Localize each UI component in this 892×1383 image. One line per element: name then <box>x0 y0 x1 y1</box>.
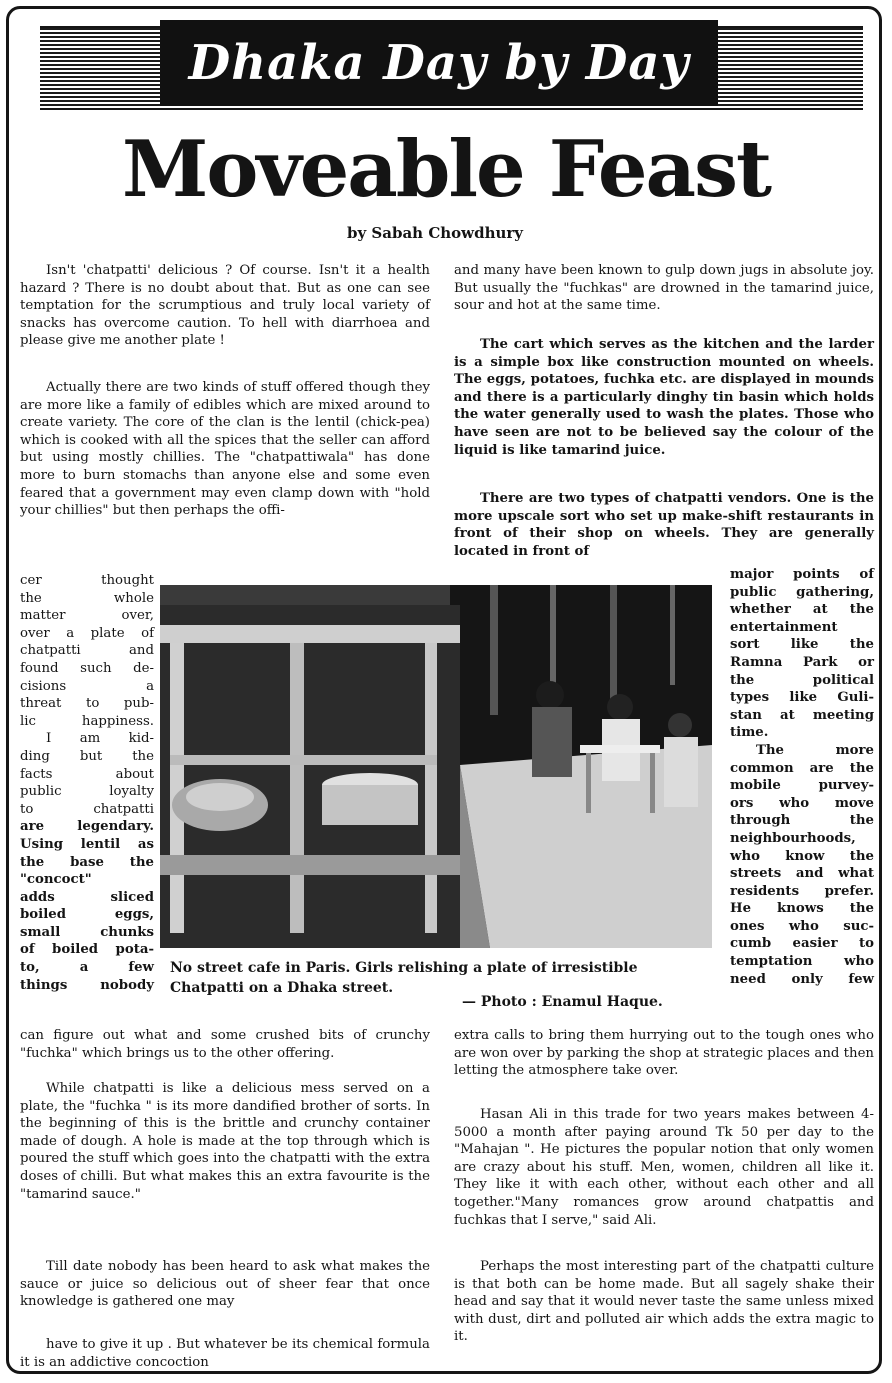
wrapped-text-line: boiled eggs, <box>20 907 154 923</box>
wrapped-text-line: are legendary. <box>20 819 154 835</box>
wrapped-text-line: threat to pub- <box>20 696 154 712</box>
wrapped-text-line: temptation who <box>730 954 874 970</box>
byline: by Sabah Chowdhury <box>347 224 523 242</box>
wrapped-text-line: mobile purvey- <box>730 778 874 794</box>
wrapped-text-line: found such de- <box>20 660 154 676</box>
kicker-title: Dhaka Day by Day <box>188 35 690 91</box>
wrapped-text-line: He knows the <box>730 901 874 917</box>
wrapped-text-line: "concoct" <box>20 872 92 888</box>
wrapped-text-line: types like Guli- <box>730 690 874 706</box>
left-para-1: Isn't 'chatpatti' delicious ? Of course. Isn't it a health hazard ? There is no doubt about that. But as one can see temptation for the scrumptious and truly local variety of snacks has overcome caution. To hell with diarrhoea and please give me another plate ! <box>20 263 430 349</box>
wrapped-text-line: residents prefer. <box>730 883 874 899</box>
photo-illustration <box>160 585 712 948</box>
wrapped-text-line: streets and what <box>730 866 874 882</box>
left-para-3: can figure out what and some crushed bits of crunchy "fuchka" which brings us to the other offering. <box>20 1028 430 1061</box>
right-para-3: There are two types of chatpatti vendors. One is the more upscale sort who set up make-shift restaurants in front of their shop on wheels. They are generally located in front of <box>454 491 874 559</box>
wrapped-text-line: I am kid- <box>46 731 154 747</box>
wrapped-text-line: neighbourhoods, <box>730 830 856 846</box>
wrapped-text-line: The more <box>756 742 874 758</box>
kicker-box <box>160 20 718 106</box>
wrapped-text-line: stan at meeting <box>730 707 874 723</box>
left-para-5: Till date nobody has been heard to ask what makes the sauce or juice so delicious out of sheer fear that once knowledge is gathered one may <box>20 1259 430 1310</box>
wrapped-text-line: cumb easier to <box>730 936 874 952</box>
left-para-6: have to give it up . But whatever be its chemical formula it is an addictive concoction <box>20 1337 430 1370</box>
wrapped-text-line: major points of <box>730 567 874 582</box>
wrapped-text-line: the whole <box>20 590 154 606</box>
wrapped-text-line: entertainment <box>730 619 838 635</box>
photo-credit: — Photo : Enamul Haque. <box>462 994 663 1010</box>
wrapped-text-line: of boiled pota- <box>20 942 154 958</box>
wrapped-text-line: the base the <box>20 854 154 870</box>
wrapped-text-line: over a plate of <box>20 625 154 641</box>
wrapped-text-line: small chunks <box>20 924 154 940</box>
wrapped-text-line: who know the <box>730 848 874 864</box>
wrapped-text-line: things nobody <box>20 977 154 993</box>
wrapped-text-line: cisions a <box>20 678 154 694</box>
wrapped-text-line: facts about <box>20 766 154 782</box>
photo-caption: No street cafe in Paris. Girls relishing a plate of irresistible Chatpatti on a Dhaka street. <box>170 960 638 996</box>
left-para-2: Actually there are two kinds of stuff offered though they are more like a family of edibles which are mixed around to create variety. The core of the clan is the lentil (chick-pea) which is cooked with all the spices that the seller can afford but using mostly chillies. The "chatpattiwala" has done more to burn stomachs than anyone else and some even feared that a government may even clamp down with "hold your chillies" but then perhaps the offi- <box>20 380 430 519</box>
wrapped-text-line: public loyalty <box>20 784 154 800</box>
left-wrap-column <box>20 572 154 994</box>
wrapped-text-line: sort like the <box>730 637 874 653</box>
wrapped-text-line: chatpatti and <box>20 643 154 659</box>
right-para-6: Perhaps the most interesting part of the chatpatti culture is that both can be home made. But all sagely shake their head and say that it would never taste the same unless mixed with dust, dirt and polluted air which adds the extra magic to it. <box>454 1259 874 1345</box>
wrapped-text-line: public gathering, <box>730 584 874 600</box>
right-para-5: Hasan Ali in this trade for two years makes between 4-5000 a month after paying around Tk 50 per day to the "Mahajan ". He pictures the popular notion that only women are crazy about his stuff. Men, women, children all like it. They like it with each other, without each other and all together."Many romances grow around chatpattis and fuchkas that I serve," said Ali. <box>454 1107 874 1228</box>
wrapped-text-line: time. <box>730 725 769 741</box>
wrapped-text-line: Using lentil as <box>20 836 154 852</box>
wrapped-text-line: Ramna Park or <box>730 654 874 670</box>
wrapped-text-line: lic happiness. <box>20 713 154 729</box>
headline: Moveable Feast <box>121 124 771 215</box>
right-para-4: extra calls to bring them hurrying out to the tough ones who are won over by parking the shop at strategic places and then letting the atmosphere take over. <box>454 1028 874 1079</box>
wrapped-text-line: matter over, <box>20 608 154 624</box>
wrapped-text-line: to, a few <box>20 960 154 976</box>
news-photo <box>160 585 712 948</box>
wrapped-text-line: whether at the <box>730 602 874 618</box>
wrapped-text-line: to chatpatti <box>20 801 154 817</box>
wrapped-text-line: adds sliced <box>20 889 154 905</box>
right-para-2: The cart which serves as the kitchen and the larder is a simple box like construction mounted on wheels. The eggs, potatoes, fuchka etc. are displayed in mounds and there is a particularly dinghy tin basin which holds the water generally used to wash the plates. Those who have seen are not to be believed say the colour of the liquid is like tamarind juice. <box>454 337 874 458</box>
right-wrap-column <box>730 566 874 988</box>
wrapped-text-line: cer thought <box>20 573 154 588</box>
right-para-1: and many have been known to gulp down jugs in absolute joy. But usually the "fuchkas" are drowned in the tamarind juice, sour and hot at the same time. <box>454 263 874 314</box>
wrapped-text-line: need only few <box>730 971 874 987</box>
wrapped-text-line: ors who move <box>730 795 874 811</box>
wrapped-text-line: the political <box>730 672 874 688</box>
wrapped-text-line: ding but the <box>20 748 154 764</box>
wrapped-text-line: common are the <box>730 760 874 776</box>
left-para-4: While chatpatti is like a delicious mess served on a plate, the "fuchka " is its more dandified brother of sorts. In the beginning of this is the brittle and crunchy container made of dough. A hole is made at the top through which is poured the stuff which goes into the chatpatti with the extra doses of chilli. But what makes this an extra favourite is the "tamarind sauce." <box>20 1081 430 1202</box>
wrapped-text-line: through the <box>730 813 874 829</box>
wrapped-text-line: ones who suc- <box>730 918 874 934</box>
